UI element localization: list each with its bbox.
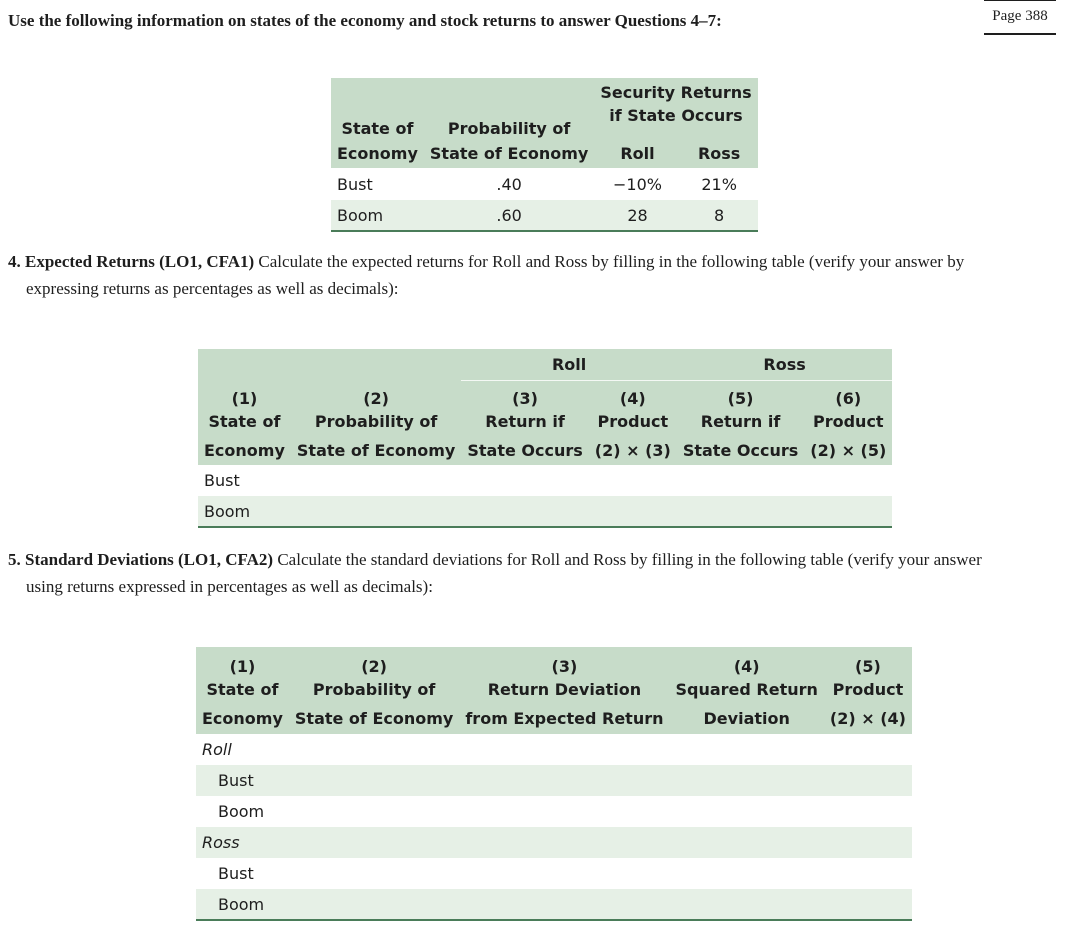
table1-state: Boom	[337, 205, 384, 225]
table2-blank-cell	[291, 465, 461, 496]
table3-state: Bust	[218, 771, 254, 790]
table2-col6-b: (2) × (5)	[810, 440, 887, 460]
table2-col5-num: (5)	[727, 389, 754, 408]
table1-prob: .40	[496, 174, 522, 194]
table3-state: Bust	[218, 864, 254, 883]
table3-col4-a: Squared Return	[675, 680, 818, 699]
table-row	[196, 858, 912, 889]
table-row	[198, 465, 892, 496]
table3-col4-b: Deviation	[703, 709, 790, 728]
question-4	[8, 248, 1060, 302]
table2-col3-b: State Occurs	[467, 440, 583, 460]
table-row	[198, 496, 892, 527]
table1-ross: 21%	[701, 174, 737, 194]
table2-col3-num: (3)	[512, 389, 538, 408]
table3-col3-b: from Expected Return	[465, 709, 664, 728]
page-number-label: Page 388	[984, 0, 1056, 35]
table3-state: Boom	[218, 802, 265, 821]
table2-col5-b: State Occurs	[682, 440, 799, 460]
question-5-text-cont: using returns expressed in percentages as well as decimals):	[26, 577, 433, 596]
question-4-number: 4.	[8, 252, 21, 271]
question-4-title: Expected Returns (LO1, CFA1)	[25, 252, 255, 271]
table1-group-header: Security Returns	[600, 82, 752, 102]
table2-col3-a: Return if	[485, 412, 565, 431]
table3-col5-b: (2) × (4)	[829, 709, 906, 728]
table2-group-roll: Roll	[461, 349, 676, 380]
table3-col2-b: State of Economy	[294, 709, 454, 728]
table1-group-header-2: if State Occurs	[609, 106, 743, 125]
table3-col1-b: Economy	[202, 709, 283, 728]
question-4-text: Calculate the expected returns for Roll and Ross by filling in the following table (verify your answer by	[254, 252, 965, 271]
table2-col2-a: Probability of	[314, 412, 438, 431]
table2-blank-cell	[677, 496, 804, 527]
table-row	[331, 200, 758, 231]
table3-state: Boom	[218, 894, 265, 914]
table2-blank-cell	[461, 496, 588, 527]
table1-col1-header-b: Economy	[337, 143, 418, 163]
intro-text: Use the following information on states of the economy and stock returns to answer Questions 4–7:	[8, 11, 722, 30]
table2-empty-header	[198, 349, 461, 380]
table2-blank-cell	[804, 465, 892, 496]
table2-state: Bust	[204, 471, 240, 490]
table2-group-ross: Ross	[677, 349, 892, 380]
question-5-text: Calculate the standard deviations for Roll and Ross by filling in the following table (verify your answer	[273, 550, 982, 569]
table2-col1-a: State of	[208, 412, 281, 431]
table3-col5-a: Product	[832, 680, 904, 699]
table3-col2-a: Probability of	[312, 680, 436, 699]
table3-col1-a: State of	[206, 680, 279, 699]
table1-state: Bust	[337, 174, 373, 194]
table-row	[196, 765, 912, 796]
table2-blank-cell	[589, 465, 677, 496]
table3-col5-num: (5)	[855, 657, 881, 676]
table2-col4-a: Product	[597, 412, 669, 431]
table2-col4-num: (4)	[619, 389, 646, 408]
table2-blank-cell	[291, 496, 461, 527]
table2-col6-a: Product	[812, 412, 884, 431]
table2-col2-b: State of Economy	[296, 440, 456, 460]
economy-states-table	[331, 78, 758, 232]
standard-deviations-table	[196, 647, 912, 921]
table3-col4-num: (4)	[733, 657, 760, 676]
table1-ross: 8	[714, 205, 725, 225]
table3-col1-num: (1)	[229, 657, 256, 676]
expected-returns-table	[198, 349, 892, 528]
table3-col3-a: Return Deviation	[487, 680, 642, 699]
table3-group-ross: Ross	[202, 833, 240, 852]
table2-state: Boom	[204, 501, 251, 521]
question-5	[8, 546, 1060, 600]
table1-col-ross: Ross	[697, 143, 741, 163]
table1-prob: .60	[496, 205, 522, 225]
table3-col2-num: (2)	[361, 657, 387, 676]
table1-roll: −10%	[613, 174, 662, 194]
table2-col1-num: (1)	[231, 389, 258, 408]
table2-blank-cell	[677, 465, 804, 496]
table2-col2-num: (2)	[363, 389, 389, 408]
table-group-row	[196, 734, 912, 765]
table-row	[331, 168, 758, 200]
table2-col4-b: (2) × (3)	[594, 440, 671, 460]
table2-blank-cell	[589, 496, 677, 527]
table-row	[196, 889, 912, 920]
table-group-row	[196, 827, 912, 858]
table1-col-roll: Roll	[620, 143, 655, 163]
table2-col5-a: Return if	[700, 412, 781, 431]
table2-col6-num: (6)	[835, 389, 862, 408]
table1-col2-header-b: State of Economy	[429, 143, 589, 163]
table1-col2-header-a: Probability of	[447, 119, 571, 138]
table3-col3-num: (3)	[551, 657, 578, 676]
table2-col1-b: Economy	[204, 440, 285, 460]
question-4-text-cont: expressing returns as percentages as well as decimals):	[26, 279, 399, 298]
question-5-title: Standard Deviations (LO1, CFA2)	[25, 550, 274, 569]
table2-blank-cell	[461, 465, 588, 496]
question-5-number: 5.	[8, 550, 21, 569]
table3-group-roll: Roll	[202, 740, 232, 759]
table1-empty-header	[331, 78, 594, 106]
table2-blank-cell	[804, 496, 892, 527]
table-row	[196, 796, 912, 827]
table1-roll: 28	[627, 205, 648, 225]
table1-col1-header-a: State of	[341, 119, 414, 138]
